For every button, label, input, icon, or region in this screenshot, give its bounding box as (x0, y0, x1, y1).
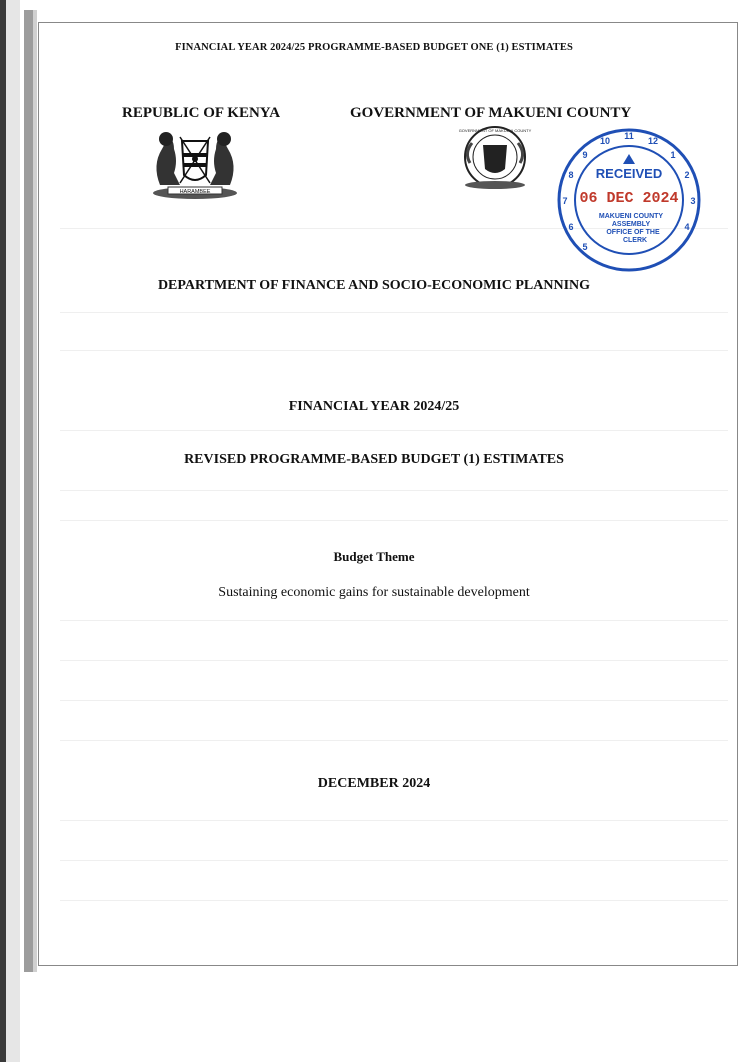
bleed-through-line (60, 740, 728, 741)
county-heading: GOVERNMENT OF MAKUENI COUNTY (350, 105, 632, 121)
stamp-line-2: ASSEMBLY (611, 221, 651, 228)
stamp-line-1: MAKUENI COUNTY (598, 213, 664, 220)
bleed-through-line (60, 490, 728, 491)
svg-text:5: 5 (582, 242, 588, 252)
kenya-coat-of-arms-icon (140, 125, 250, 200)
svg-text:2: 2 (684, 170, 690, 180)
bleed-through-line (60, 520, 728, 521)
svg-text:11: 11 (624, 131, 634, 141)
bleed-through-line (60, 430, 728, 431)
bleed-through-line (60, 312, 728, 313)
department-heading: DEPARTMENT OF FINANCE AND SOCIO-ECONOMIC PLANNING (157, 278, 591, 293)
stamp-line-4: CLERK (622, 237, 648, 244)
budget-theme-text: Sustaining economic gains for sustainable development (218, 585, 530, 600)
binding-strip-light (33, 10, 37, 972)
bleed-through-line (60, 860, 728, 861)
document-top-title: FINANCIAL YEAR 2024/25 PROGRAMME-BASED BUDGET ONE (1) ESTIMATES (175, 42, 573, 53)
received-stamp (555, 126, 703, 274)
scan-edge-light (6, 0, 20, 1062)
budget-theme-heading: Budget Theme (333, 549, 415, 564)
bleed-through-line (60, 820, 728, 821)
svg-text:8: 8 (568, 170, 574, 180)
svg-text:4: 4 (684, 222, 690, 232)
svg-text:12: 12 (647, 136, 659, 146)
svg-text:3: 3 (690, 196, 696, 206)
binding-strip (24, 10, 33, 972)
document-date: DECEMBER 2024 (317, 776, 431, 791)
stamp-received-label: RECEIVED (595, 166, 663, 181)
bleed-through-line (60, 660, 728, 661)
bleed-through-line (60, 700, 728, 701)
svg-text:1: 1 (670, 150, 676, 160)
svg-text:9: 9 (582, 150, 588, 160)
stamp-date: 06 DEC 2024 (579, 190, 679, 207)
makueni-county-seal-icon (450, 123, 540, 195)
revised-estimates-heading: REVISED PROGRAMME-BASED BUDGET (1) ESTIMATES (184, 452, 564, 467)
kenya-motto: HARAMBEE (179, 189, 211, 195)
stamp-line-3: OFFICE OF THE (606, 229, 660, 236)
financial-year-heading: FINANCIAL YEAR 2024/25 (288, 399, 460, 414)
svg-text:6: 6 (568, 222, 574, 232)
republic-heading: REPUBLIC OF KENYA (122, 105, 281, 121)
bleed-through-line (60, 620, 728, 621)
svg-text:10: 10 (599, 136, 611, 146)
bleed-through-line (60, 900, 728, 901)
makueni-seal-text: GOVERNMENT OF MAKUENI COUNTY (458, 128, 532, 133)
svg-text:7: 7 (562, 196, 568, 206)
bleed-through-line (60, 350, 728, 351)
